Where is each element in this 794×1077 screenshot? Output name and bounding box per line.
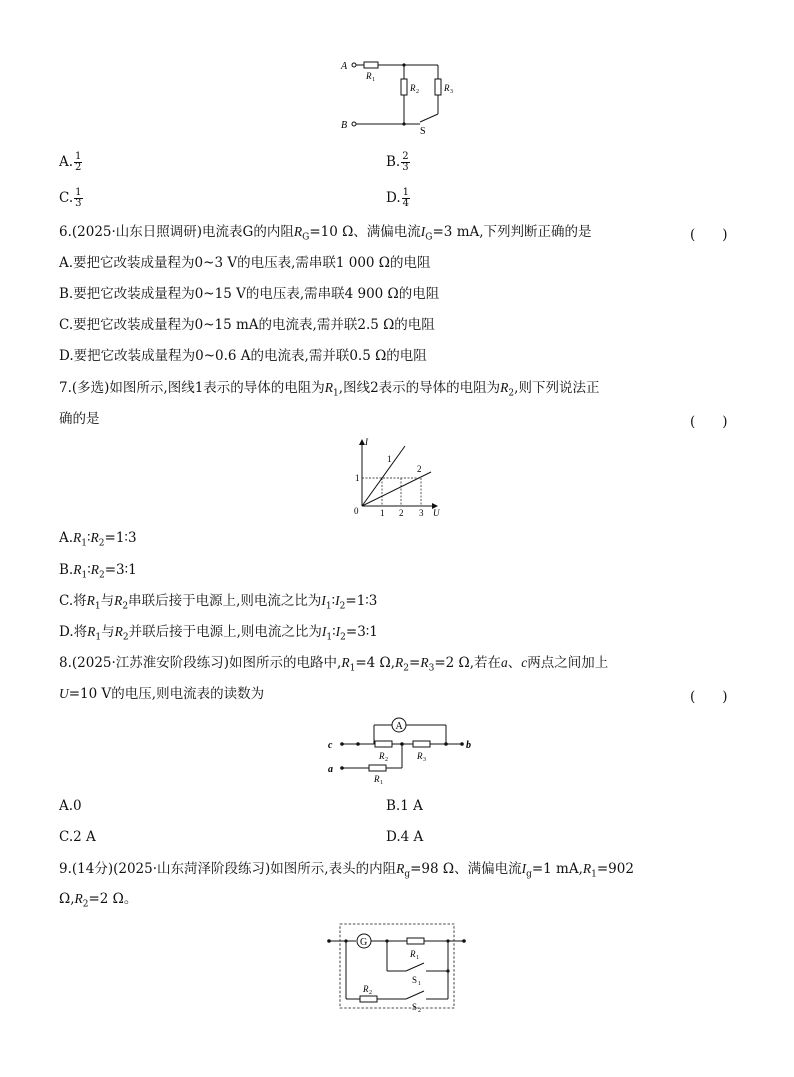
iu-graph xyxy=(345,436,445,520)
subscript: 1 xyxy=(81,538,88,549)
text: ,则下列说法正 xyxy=(514,380,600,396)
text: C.将 xyxy=(59,593,87,609)
q6-option-b[interactable]: B.要把它改装成量程为0~15 V的电压表,需串联4 900 Ω的电阻 xyxy=(59,286,440,302)
text: 6.(2025·山东日照调研)电流表G的内阻 xyxy=(59,224,294,240)
q8-option-b[interactable]: B.1 A xyxy=(386,798,423,814)
option-label: A. xyxy=(59,154,74,170)
label-S2: S xyxy=(412,1002,418,1012)
option-label: D. xyxy=(386,190,401,206)
symbol: R xyxy=(582,861,592,876)
symbol: R xyxy=(293,224,303,239)
label-R3-sub: 3 xyxy=(423,757,426,763)
label-S1: S xyxy=(412,975,418,985)
text: =902 xyxy=(596,861,634,877)
label-S2-sub: 2 xyxy=(418,1008,421,1012)
subscript: g xyxy=(404,869,411,880)
symbol: I xyxy=(335,593,340,608)
symbol: R xyxy=(420,655,429,670)
fraction xyxy=(74,188,82,209)
label-R1: R xyxy=(410,949,416,959)
label-R1: R xyxy=(374,774,380,784)
x-tick-3: 3 xyxy=(419,508,424,518)
symbol: R xyxy=(90,562,99,577)
q8-option-d[interactable]: D.4 A xyxy=(386,829,424,845)
text: =3∶1 xyxy=(345,624,378,640)
label-R2: R xyxy=(379,751,385,761)
symbol: R xyxy=(324,380,334,395)
text: ∶ xyxy=(87,530,91,546)
label-S: S xyxy=(420,126,426,134)
symbol: R xyxy=(73,530,82,545)
line-2-label: 2 xyxy=(417,464,422,474)
text: Ω, xyxy=(59,891,75,907)
subscript: G xyxy=(425,232,433,243)
subscript: 2 xyxy=(403,663,410,674)
q5-option-d[interactable] xyxy=(386,188,410,209)
q9-stem xyxy=(59,860,634,884)
numerator: 1 xyxy=(75,151,82,162)
q8-option-c[interactable]: C.2 A xyxy=(59,829,96,845)
subscript: 1 xyxy=(326,632,333,643)
line-2 xyxy=(362,472,431,506)
subscript: 2 xyxy=(339,601,346,612)
label-R2-sub: 2 xyxy=(385,757,388,763)
symbol: I xyxy=(521,861,527,876)
symbol: I xyxy=(321,593,326,608)
text: ∶ xyxy=(332,624,336,640)
subscript: 2 xyxy=(340,632,346,643)
text: ∶ xyxy=(331,593,336,609)
symbol: R xyxy=(395,655,404,670)
symbol: R xyxy=(74,891,83,906)
subscript: 2 xyxy=(122,601,129,612)
numerator: 1 xyxy=(402,187,410,198)
x-axis-label: U xyxy=(433,508,440,518)
text: =2 Ω,若在 xyxy=(434,655,501,671)
subscript: g xyxy=(526,869,532,880)
fraction xyxy=(401,152,409,173)
subscript: 2 xyxy=(508,388,515,399)
denominator: 2 xyxy=(75,162,82,173)
symbol: I xyxy=(335,624,341,639)
numerator: 1 xyxy=(75,187,82,198)
symbol: R xyxy=(114,593,123,608)
symbol: I xyxy=(420,224,426,239)
q5-option-b[interactable] xyxy=(386,152,410,173)
q7-option-a[interactable] xyxy=(59,529,137,553)
circuit-figure-q5 xyxy=(330,52,470,134)
subscript: 1 xyxy=(94,601,101,612)
q7-option-d[interactable] xyxy=(59,623,378,647)
subscript: 1 xyxy=(591,869,597,880)
text: =1∶3 xyxy=(104,530,137,546)
text: 串联后接于电源上,则电流之比为 xyxy=(128,593,322,609)
text: 与 xyxy=(100,593,115,609)
label-R1-sub: 1 xyxy=(416,955,419,961)
subscript: 2 xyxy=(98,570,105,581)
label-B: B xyxy=(341,120,348,131)
q7-option-c[interactable] xyxy=(59,592,377,616)
denominator: 3 xyxy=(402,162,409,173)
label-S1-sub: 1 xyxy=(418,981,421,987)
subscript: 2 xyxy=(122,632,129,643)
text: =10 Ω、满偏电流 xyxy=(309,224,421,240)
q7-answer-blank[interactable]: ( ) xyxy=(690,414,728,430)
q8-answer-blank[interactable]: ( ) xyxy=(690,689,728,705)
text: =2 Ω。 xyxy=(88,891,138,907)
x-tick-2: 2 xyxy=(399,508,404,518)
symbol: R xyxy=(114,624,123,639)
subscript: G xyxy=(302,232,310,243)
terminal-b: b xyxy=(466,740,471,751)
text: = xyxy=(409,655,421,671)
q6-stem xyxy=(59,223,592,247)
subscript: 2 xyxy=(98,538,105,549)
galvanometer-label: G xyxy=(360,937,368,948)
q9-stem-line2 xyxy=(59,890,137,914)
text: 8.(2025·江苏淮安阶段练习)如图所示的电路中, xyxy=(59,655,342,671)
x-tick-1: 1 xyxy=(380,508,385,518)
symbol: c xyxy=(521,655,528,670)
q7-stem xyxy=(59,379,599,403)
symbol: R xyxy=(73,562,82,577)
symbol: R xyxy=(396,861,405,876)
line-1 xyxy=(362,446,405,506)
text: =98 Ω、满偏电流 xyxy=(410,861,522,877)
label-R3: R xyxy=(444,83,450,93)
symbol: R xyxy=(341,655,350,670)
q6-option-d[interactable]: D.要把它改装成量程为0~0.6 A的电流表,需并联0.5 Ω的电阻 xyxy=(59,348,427,364)
text: 、 xyxy=(507,655,522,671)
circuit-figure-q9 xyxy=(322,920,472,1012)
q8-stem xyxy=(59,654,608,678)
denominator: 4 xyxy=(402,198,410,209)
q7-stem-line2: 确的是 xyxy=(59,411,100,427)
text: 并联后接于电源上,则电流之比为 xyxy=(128,624,322,640)
text: =3∶1 xyxy=(104,562,137,578)
label-R3-sub: 3 xyxy=(450,89,453,95)
text: =1 mA, xyxy=(531,861,583,877)
label-R1-sub: 1 xyxy=(380,780,383,786)
q7-option-b[interactable] xyxy=(59,561,137,585)
text: =3 mA,下列判断正确的是 xyxy=(432,224,592,240)
text: A. xyxy=(59,530,74,546)
label-A: A xyxy=(341,61,348,72)
text: ,图线2表示的导体的电阻为 xyxy=(338,380,501,396)
label-R1: R xyxy=(366,71,372,81)
fraction xyxy=(74,152,82,173)
text: 9.(14分)(2025·山东菏泽阶段练习)如图所示,表头的内阻 xyxy=(59,861,397,877)
label-R1-sub: 1 xyxy=(372,77,375,83)
subscript: 2 xyxy=(82,899,89,910)
symbol: R xyxy=(86,593,95,608)
ammeter-label: A xyxy=(395,721,403,732)
denominator: 3 xyxy=(75,198,82,209)
subscript: 1 xyxy=(81,570,88,581)
label-R2-sub: 2 xyxy=(369,990,372,996)
symbol: R xyxy=(500,380,509,395)
terminal-c: c xyxy=(328,740,333,751)
text: =4 Ω, xyxy=(355,655,396,671)
symbol: U xyxy=(59,686,69,701)
terminal-a: a xyxy=(328,764,333,775)
label-R2: R xyxy=(410,83,416,93)
q6-answer-blank[interactable]: ( ) xyxy=(690,227,728,243)
symbol: R xyxy=(87,624,96,639)
symbol: a xyxy=(501,655,508,670)
subscript: 1 xyxy=(349,663,356,674)
label-R2: R xyxy=(363,984,369,994)
q8-stem-line2 xyxy=(59,685,264,703)
text: =1∶3 xyxy=(345,593,378,609)
line-1-label: 1 xyxy=(387,454,392,464)
text: 与 xyxy=(101,624,115,640)
option-label: B. xyxy=(386,154,401,170)
text: B. xyxy=(59,562,74,578)
symbol: I xyxy=(321,624,327,639)
q5-option-c[interactable] xyxy=(59,188,83,209)
subscript: 3 xyxy=(428,663,435,674)
option-label: C. xyxy=(59,190,74,206)
circuit-figure-q8 xyxy=(324,712,474,788)
text: 两点之间加上 xyxy=(527,655,609,671)
q6-option-c[interactable]: C.要把它改装成量程为0~15 mA的电流表,需并联2.5 Ω的电阻 xyxy=(59,317,435,333)
numerator: 2 xyxy=(402,151,409,162)
text: ∶ xyxy=(87,562,91,578)
text: =10 V的电压,则电流表的读数为 xyxy=(68,686,265,702)
label-R2-sub: 2 xyxy=(416,89,419,95)
subscript: 1 xyxy=(333,388,339,399)
y-tick-1: 1 xyxy=(355,473,360,483)
label-R3: R xyxy=(417,751,423,761)
text: 7.(多选)如图所示,图线1表示的导体的电阻为 xyxy=(59,380,325,396)
origin-label: 0 xyxy=(354,506,359,516)
y-axis-label: I xyxy=(365,437,368,447)
q8-option-a[interactable]: A.0 xyxy=(59,798,82,814)
q5-option-a[interactable] xyxy=(59,152,82,173)
q6-option-a[interactable]: A.要把它改装成量程为0~3 V的电压表,需串联1 000 Ω的电阻 xyxy=(59,255,431,271)
text: D.将 xyxy=(59,624,88,640)
fraction xyxy=(402,188,410,209)
subscript: 1 xyxy=(95,632,102,643)
subscript: 1 xyxy=(325,601,332,612)
symbol: R xyxy=(90,530,99,545)
